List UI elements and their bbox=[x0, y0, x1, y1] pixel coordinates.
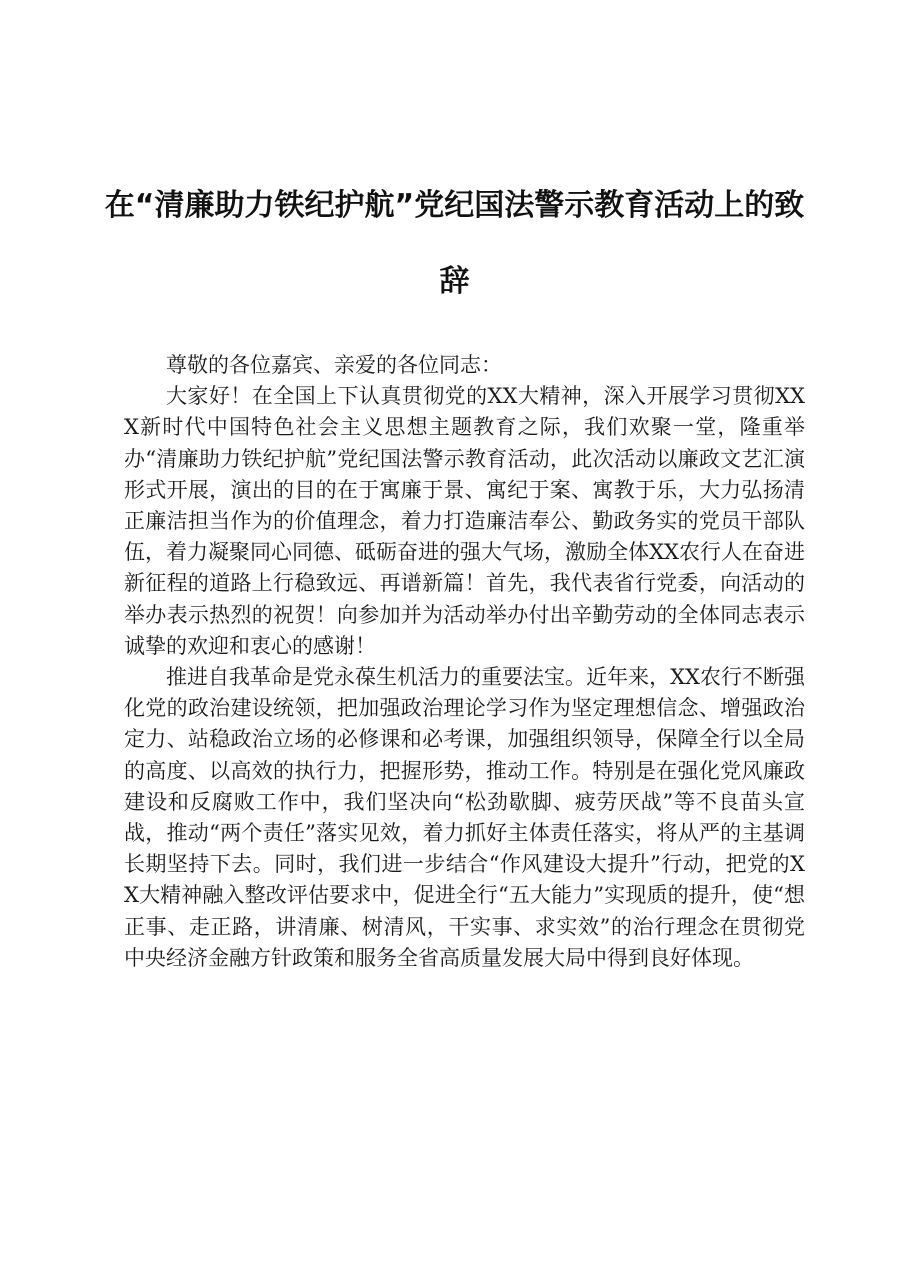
document-title: 在“清廉助力铁纪护航”党纪国法警示教育活动上的致辞 bbox=[104, 188, 805, 299]
greeting-paragraph: 大家好！在全国上下认真贯彻党的XX大精神，深入开展学习贯彻XXX新时代中国特色社会主义思想主题教育之际，我们欢聚一堂，隆重举办“清廉助力铁纪护航”党纪国法警示教育活动，此次活动以廉政文艺汇演形式开展，演出的目的在于寓廉于景、寓纪于案、寓教于乐，大力弘扬清正廉洁担当作为的价值理念，着力打造廉洁奉公、勤政务实的党员干部队伍，着力凝聚同心同德、砥砺奋进的强大气场，激励全体XX农行人在奋进新征程的道路上行稳致远、再谱新篇！首先，我代表省行党委，向活动的举办表示热烈的祝贺！向参加并为活动举办付出辛勤劳动的全体同志表示诚挚的欢迎和衷心的感谢！ bbox=[124, 384, 805, 658]
self-revolution-paragraph: 推进自我革命是党永葆生机活力的重要法宝。近年来，XX农行不断强化党的政治建设统领，把加强政治理论学习作为坚定理想信念、增强政治定力、站稳政治立场的必修课和必考课，加强组织领导，保障全行以全局的高度、以高效的执行力，把握形势，推动工作。特别是在强化党风廉政建设和反腐败工作中，我们坚决向“松劲歇脚、疲劳厌战”等不良苗头宣战，推动“两个责任”落实见效，着力抓好主体责任落实，将从严的主基调长期坚持下去。同时，我们进一步结合“作风建设大提升”行动，把党的XX大精神融入整改评估要求中，促进全行“五大能力”实现质的提升，使“想正事、走正路，讲清廉、树清风，干实事、求实效”的治行理念在贯彻党中央经济金融方针政策和服务全省高质量发展大局中得到良好体现。 bbox=[124, 665, 805, 970]
salutation-paragraph: 尊敬的各位嘉宾、亲爱的各位同志： bbox=[166, 353, 502, 377]
document-body bbox=[124, 350, 805, 974]
